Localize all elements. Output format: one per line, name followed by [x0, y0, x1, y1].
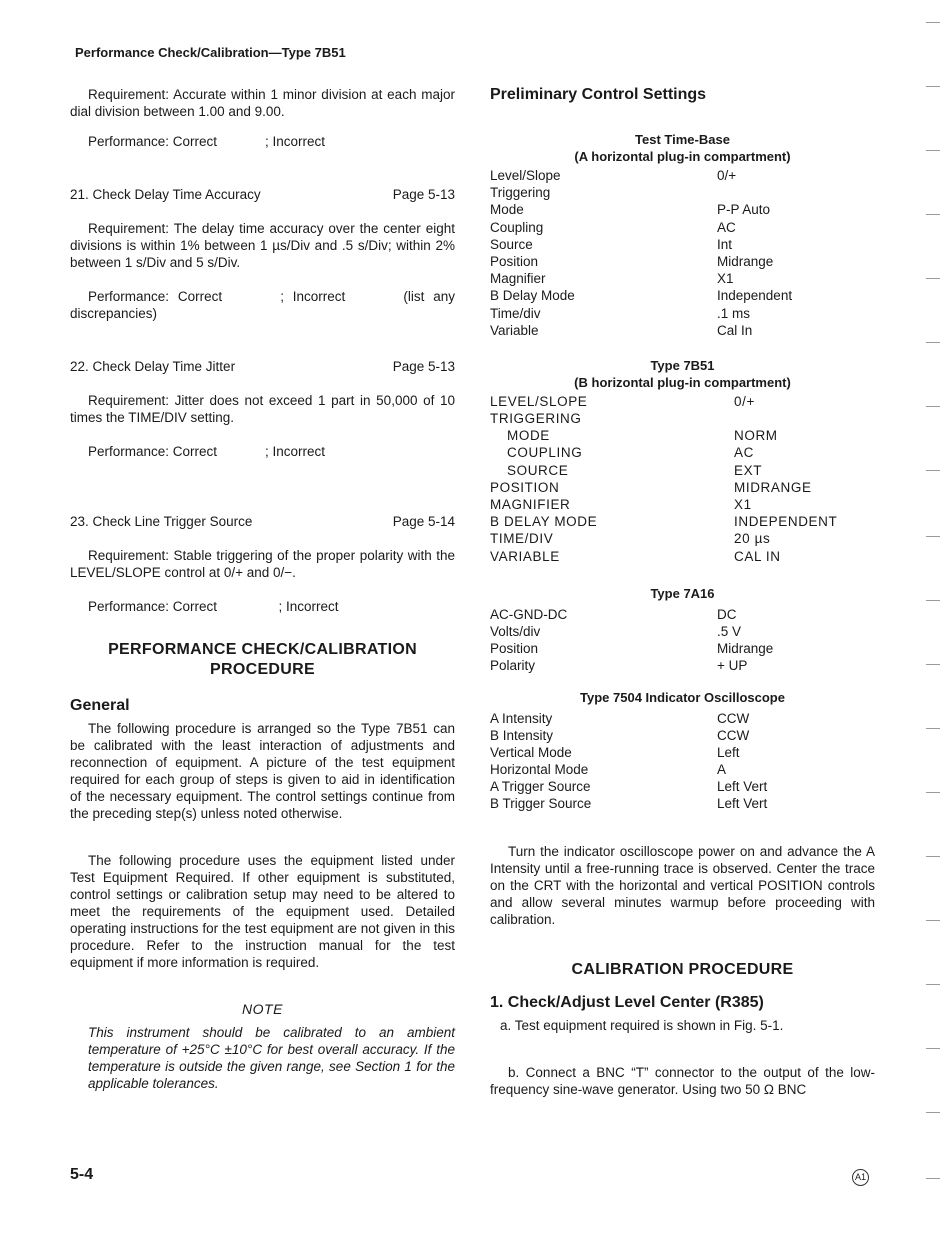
type-7504-title: Type 7504 Indicator Oscilloscope [580, 689, 785, 705]
step-22-page: Page 5-13 [392, 359, 455, 374]
setting-value: CCW [717, 727, 750, 743]
setting-label: Triggering [490, 185, 551, 201]
osc-setting-row [490, 710, 875, 727]
step-23-heading [70, 513, 455, 530]
type-7504-table [490, 710, 875, 813]
a16-setting-row [490, 640, 875, 657]
osc-setting-row [490, 727, 875, 744]
tb-setting-row [490, 236, 875, 253]
b51-setting-row [490, 462, 875, 479]
b51-setting-row [490, 496, 875, 513]
setting-label: SOURCE [507, 462, 569, 478]
step-21-heading [70, 186, 455, 203]
setting-label: Volts/div [490, 623, 541, 639]
test-time-base-table [490, 167, 875, 339]
tb-setting-row [490, 201, 875, 218]
setting-value: DC [717, 606, 737, 622]
a16-setting-row [490, 606, 875, 623]
tb-setting-row [490, 219, 875, 236]
type-7a16-block [490, 585, 875, 675]
test-time-base-title: Test Time-Base [635, 132, 730, 147]
running-header: Performance Check/Calibration—Type 7B51 [75, 45, 346, 60]
setting-label: B Intensity [490, 727, 554, 743]
setting-label: Magnifier [490, 271, 546, 287]
requirement-20: Requirement: Accurate within 1 minor division at each major dial division between 1.00 and 9.00. [70, 87, 455, 119]
page-number: 5-4 [70, 1166, 94, 1183]
left-column [70, 86, 455, 1106]
setting-value: INDEPENDENT [734, 514, 838, 530]
setting-value: Independent [717, 288, 793, 304]
tb-setting-row [490, 270, 875, 287]
tb-setting-row [490, 287, 875, 304]
section-title-line-2: PROCEDURE [210, 661, 315, 678]
setting-value [734, 410, 875, 427]
revision-mark: A1 [852, 1169, 869, 1186]
step-1b-text: b. Connect a BNC “T” connector to the output of the low-frequency sine-wave generator. Using two 50 Ω BNC [490, 1064, 875, 1097]
setting-value: 0/+ [717, 168, 737, 183]
setting-label: A Trigger Source [490, 779, 591, 795]
setting-value: 0/+ [734, 393, 755, 409]
setting-value [717, 184, 875, 201]
performance-20: Performance: Correct ; Incorrect [88, 134, 326, 149]
general-paragraph-2: The following procedure uses the equipment listed under Test Equipment Required. If other equipment is substituted, control settings or calibration setup may need to be altered to meet the requirements of the equipment used. Detailed operating instructions for the test equipment are not given in this procedure. Refer to the instruction manual for the test equipment if more information is required. [70, 853, 455, 970]
osc-setting-row [490, 744, 875, 761]
performance-22: Performance: Correct ; Incorrect [88, 444, 326, 459]
setting-label: LEVEL/SLOPE [490, 393, 588, 409]
setting-label: Position [490, 253, 539, 269]
step-23-page: Page 5-14 [392, 514, 455, 529]
setting-value: A [717, 762, 727, 778]
general-heading: General [70, 697, 130, 714]
setting-value: X1 [717, 271, 734, 287]
setting-label: Mode [490, 202, 524, 218]
requirement-22: Requirement: Jitter does not exceed 1 part in 50,000 of 10 times the TIME/DIV setting. [70, 393, 455, 425]
setting-label: Polarity [490, 658, 536, 674]
setting-label: B Trigger Source [490, 796, 592, 812]
setting-value: + UP [717, 658, 748, 674]
setting-value: Int [717, 236, 733, 252]
setting-label: VARIABLE [490, 548, 560, 564]
setting-label: TRIGGERING [490, 411, 582, 427]
a16-setting-row [490, 657, 875, 674]
note-title: NOTE [242, 1001, 283, 1017]
setting-value: AC [734, 445, 754, 461]
setting-label: Coupling [490, 219, 544, 235]
tb-setting-row [490, 322, 875, 339]
setting-value: CCW [717, 710, 750, 726]
setting-label: Level/Slope [490, 168, 561, 183]
step-1-heading: 1. Check/Adjust Level Center (R385) [490, 993, 764, 1011]
setting-label: Time/div [490, 305, 541, 321]
setting-label: COUPLING [507, 445, 583, 461]
procedure-section-title [70, 640, 455, 680]
b51-setting-row [490, 393, 875, 410]
setting-label: Source [490, 236, 533, 252]
setting-value: Cal In [717, 322, 753, 338]
section-title-line-1: PERFORMANCE CHECK/CALIBRATION [108, 641, 417, 658]
setting-value: NORM [734, 428, 778, 444]
setting-value: Midrange [717, 253, 774, 269]
b51-setting-row [490, 530, 875, 547]
b51-setting-row [490, 410, 875, 427]
type-7a16-table [490, 606, 875, 675]
setting-label: B Delay Mode [490, 288, 575, 304]
setting-label: Vertical Mode [490, 744, 572, 760]
setting-value: Left Vert [717, 796, 768, 812]
tb-setting-row [490, 253, 875, 270]
margin-scan-marks [926, 0, 946, 1237]
note-body: This instrument should be calibrated to an ambient temperature of +25°C ±10°C for best overall accuracy. If the temperature is outside the given range, see Section 1 for the applicable tolerances. [88, 1025, 455, 1091]
requirement-21: Requirement: The delay time accuracy over the center eight divisions is within 1% between 1 µs/Div and .5 s/Div; within 2% between 1 s/Div and 5 s/Div. [70, 221, 455, 270]
type-7b51-subtitle: (B horizontal plug-in compartment) [574, 374, 791, 390]
setting-label: POSITION [490, 479, 560, 495]
b51-setting-row [490, 444, 875, 461]
setting-label: A Intensity [490, 710, 553, 726]
requirement-23: Requirement: Stable triggering of the proper polarity with the LEVEL/SLOPE control at 0/+ and 0/−. [70, 548, 455, 580]
setting-value: Midrange [717, 641, 774, 657]
type-7b51-title: Type 7B51 [650, 357, 715, 373]
setting-value: Left Vert [717, 779, 768, 795]
tb-setting-row [490, 305, 875, 322]
setting-label: B DELAY MODE [490, 514, 598, 530]
setting-value: X1 [734, 497, 752, 512]
test-time-base-subtitle: (A horizontal plug-in compartment) [574, 149, 791, 164]
general-paragraph-1: The following procedure is arranged so the Type 7B51 can be calibrated with the least interaction of adjustments and reconnection of equipment. A picture of the test equipment required for each group of steps is given to aid in identification of the necessary equipment. The control settings continue from the preceding step(s) unless noted otherwise. [70, 721, 455, 821]
type-7b51-block [490, 357, 875, 565]
test-time-base-block [490, 131, 875, 339]
type-7b51-table [490, 393, 875, 565]
power-on-paragraph: Turn the indicator oscilloscope power on and advance the A Intensity until a free-running trace is observed. Center the trace on the CRT with the horizontal and vertical POSITION controls and allow several minutes warmup before proceeding with calibration. [490, 843, 875, 927]
setting-label: TIME/DIV [490, 531, 554, 547]
setting-label: MODE [507, 428, 550, 444]
setting-value: 20 µs [734, 531, 771, 547]
step-23-title: 23. Check Line Trigger Source [70, 514, 253, 529]
type-7504-block [490, 689, 875, 813]
tb-setting-row [490, 167, 875, 184]
b51-setting-row [490, 548, 875, 565]
step-21-title: 21. Check Delay Time Accuracy [70, 187, 261, 202]
step-22-title: 22. Check Delay Time Jitter [70, 359, 236, 374]
setting-value: P-P Auto [717, 202, 771, 218]
type-7a16-title: Type 7A16 [650, 585, 715, 601]
performance-21: Performance: Correct ; Incorrect (list any discrepancies) [70, 289, 455, 321]
step-22-heading [70, 358, 455, 375]
setting-label: Variable [490, 322, 539, 338]
setting-label: Position [490, 641, 539, 657]
setting-label: MAGNIFIER [490, 497, 571, 512]
step-1a-text: a. Test equipment required is shown in Fig. 5-1. [500, 1017, 784, 1033]
setting-value: .1 ms [717, 305, 751, 321]
setting-value: AC [717, 219, 736, 235]
setting-value: CAL IN [734, 548, 781, 564]
setting-value: .5 V [717, 623, 742, 639]
performance-23: Performance: Correct ; Incorrect [88, 599, 339, 614]
step-21-page: Page 5-13 [392, 187, 455, 202]
calibration-procedure-title: CALIBRATION PROCEDURE [571, 960, 794, 978]
osc-setting-row [490, 761, 875, 778]
osc-setting-row [490, 778, 875, 795]
setting-value: EXT [734, 462, 763, 478]
b51-setting-row [490, 513, 875, 530]
right-column [490, 86, 875, 1098]
osc-setting-row [490, 795, 875, 812]
b51-setting-row [490, 427, 875, 444]
setting-label: AC-GND-DC [490, 606, 568, 622]
tb-setting-row [490, 184, 875, 201]
setting-value: MIDRANGE [734, 479, 812, 495]
setting-label: Horizontal Mode [490, 762, 589, 778]
a16-setting-row [490, 623, 875, 640]
b51-setting-row [490, 479, 875, 496]
setting-value: Left [717, 744, 740, 760]
preliminary-control-settings-heading: Preliminary Control Settings [490, 86, 707, 103]
